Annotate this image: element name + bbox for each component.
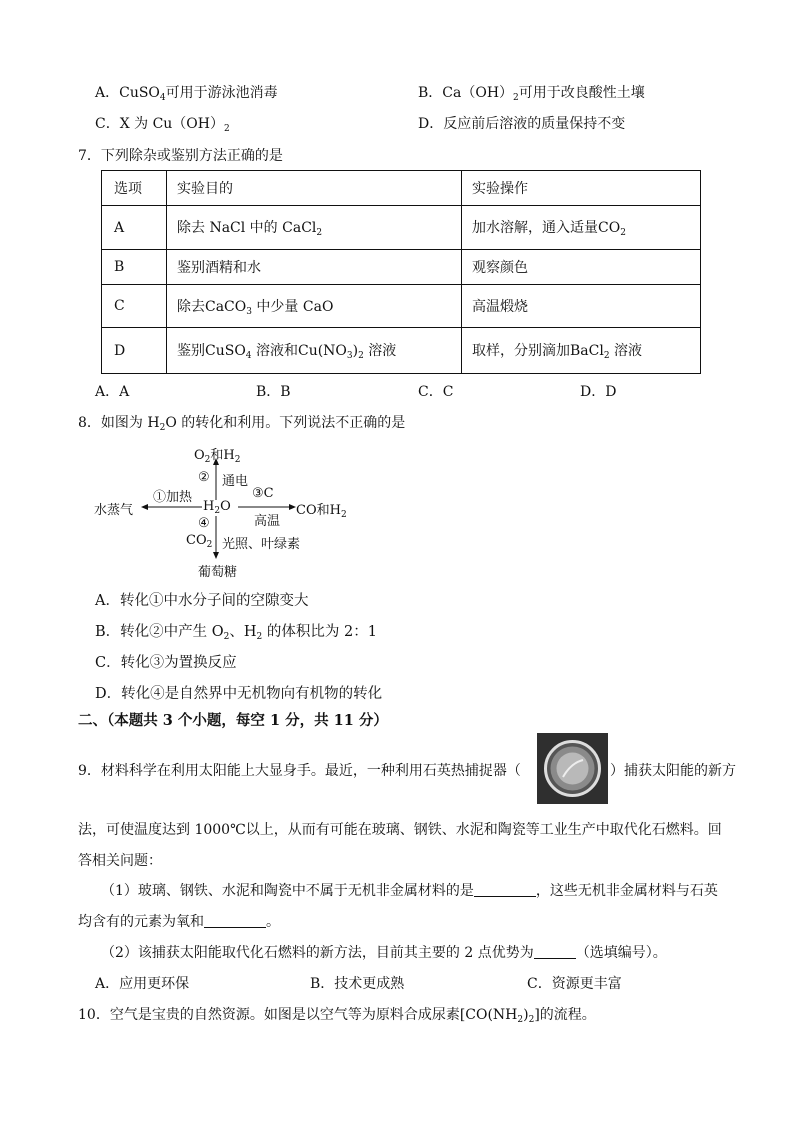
node-water: $H_2O$: [203, 499, 231, 516]
q7-table: [101, 170, 701, 374]
q6-option-d: D．反应前后溶液的质量保持不变: [418, 116, 626, 132]
table-cell: 除去 NaCl 中的 CaCl$_2$: [167, 206, 462, 250]
q9-line-3: 答相关问题：: [78, 853, 162, 869]
q7-choice-c: C．C: [418, 384, 454, 400]
q9-subquestion-1-cont: 均含有的元素为氧和 。: [78, 914, 280, 930]
step-3-label: ③C: [252, 486, 274, 501]
step-4-marker: ④: [198, 516, 210, 531]
table-header-cell: 实验操作: [462, 171, 701, 206]
step-4-condition: 光照、叶绿素: [222, 537, 301, 552]
table-row: [102, 285, 701, 328]
table-cell: 取样，分别滴加BaCl$_2$ 溶液: [462, 328, 701, 374]
q7-choice-d: D．D: [580, 384, 617, 400]
table-row: [102, 206, 701, 250]
step-3-condition: 高温: [254, 514, 281, 529]
q8-stem: 8．如图为 $H_2O$ 的转化和利用。下列说法不正确的是: [78, 415, 406, 433]
table-cell: 高温煅烧: [462, 285, 701, 328]
q9-subquestion-2: （2）该捕获太阳能取代化石燃料的新方法，目前其主要的 2 点优势为 （选填编号）。: [101, 945, 667, 961]
table-row: [102, 250, 701, 285]
step-2-marker: ②: [198, 470, 210, 485]
q9-subquestion-1: （1）玻璃、钢铁、水泥和陶瓷中不属于无机非金属材料的是 ，这些无机非金属材料与石英: [101, 883, 718, 899]
q8-option-b: B．转化②中产生 $O_2$、$H_2$ 的体积比为 2：1: [95, 624, 377, 642]
q8-option-d: D．转化④是自然界中无机物向有机物的转化: [95, 686, 383, 702]
q6-option-a: A．CuSO$_4$可用于游泳池消毒: [95, 85, 278, 103]
table-cell: C: [102, 285, 167, 328]
table-cell: 观察颜色: [462, 250, 701, 285]
water-conversion-diagram: [90, 440, 370, 580]
table-cell: 加水溶解，通入适量$CO_2$: [462, 206, 701, 250]
q9-line-2: 法，可使温度达到 1000℃以上，从而有可能在玻璃、钢铁、水泥和陶瓷等工业生产中取代化石燃料。回: [78, 822, 722, 838]
q9-option-c: C．资源更丰富: [527, 976, 622, 992]
q7-stem: 7．下列除杂或鉴别方法正确的是: [78, 148, 283, 164]
step-1-label: ①加热: [153, 490, 193, 505]
section-heading: 二、（本题共 3 个小题，每空 1 分，共 11 分）: [78, 712, 388, 729]
answer-blank[interactable]: [474, 882, 536, 897]
table-row: [102, 328, 701, 374]
table-header-row: [102, 171, 701, 206]
q6-option-c: C．X 为 $Cu(OH)_2$: [95, 116, 230, 134]
table-cell: 除去CaCO$_3$ 中少量 CaO: [167, 285, 462, 328]
q9-option-a: A．应用更环保: [95, 976, 190, 992]
q9-option-b: B．技术更成熟: [310, 976, 405, 992]
q6-option-b: B．$Ca(OH)_2$可用于改良酸性土壤: [418, 85, 645, 103]
q7-choice-a: A．A: [95, 384, 130, 400]
node-glucose: 葡萄糖: [198, 565, 238, 580]
table-cell: D: [102, 328, 167, 374]
node-water-vapor: 水蒸气: [94, 503, 134, 518]
table-header-cell: 选项: [102, 171, 167, 206]
q8-option-c: C．转化③为置换反应: [95, 655, 237, 671]
table-cell: A: [102, 206, 167, 250]
table-cell: 鉴别CuSO$_4$ 溶液和$Cu(NO_3)_2$ 溶液: [167, 328, 462, 374]
q9-line-1a: 9．材料科学在利用太阳能上大显身手。最近，一种利用石英热捕捉器（: [78, 763, 521, 779]
table-header-cell: 实验目的: [167, 171, 462, 206]
answer-blank[interactable]: [534, 944, 576, 959]
node-o2-h2: $O_2$和$H_2$: [194, 448, 241, 465]
q9-line-1b: ）捕获太阳能的新方: [610, 763, 736, 779]
q8-option-a: A．转化①中水分子间的空隙变大: [95, 593, 309, 609]
step-2-label: 通电: [222, 474, 249, 489]
q10-stem: 10．空气是宝贵的自然资源。如图是以空气等为原料合成尿素$[CO(NH_2)_2]$的流程。: [78, 1007, 596, 1025]
answer-blank[interactable]: [204, 913, 266, 928]
table-cell: 鉴别酒精和水: [167, 250, 462, 285]
table-cell: B: [102, 250, 167, 285]
node-co2: $CO_2$: [186, 533, 213, 550]
q7-choice-b: B．B: [256, 384, 291, 400]
node-co-h2: CO和$H_2$: [296, 503, 347, 520]
quartz-heat-trap-image: [537, 733, 608, 804]
